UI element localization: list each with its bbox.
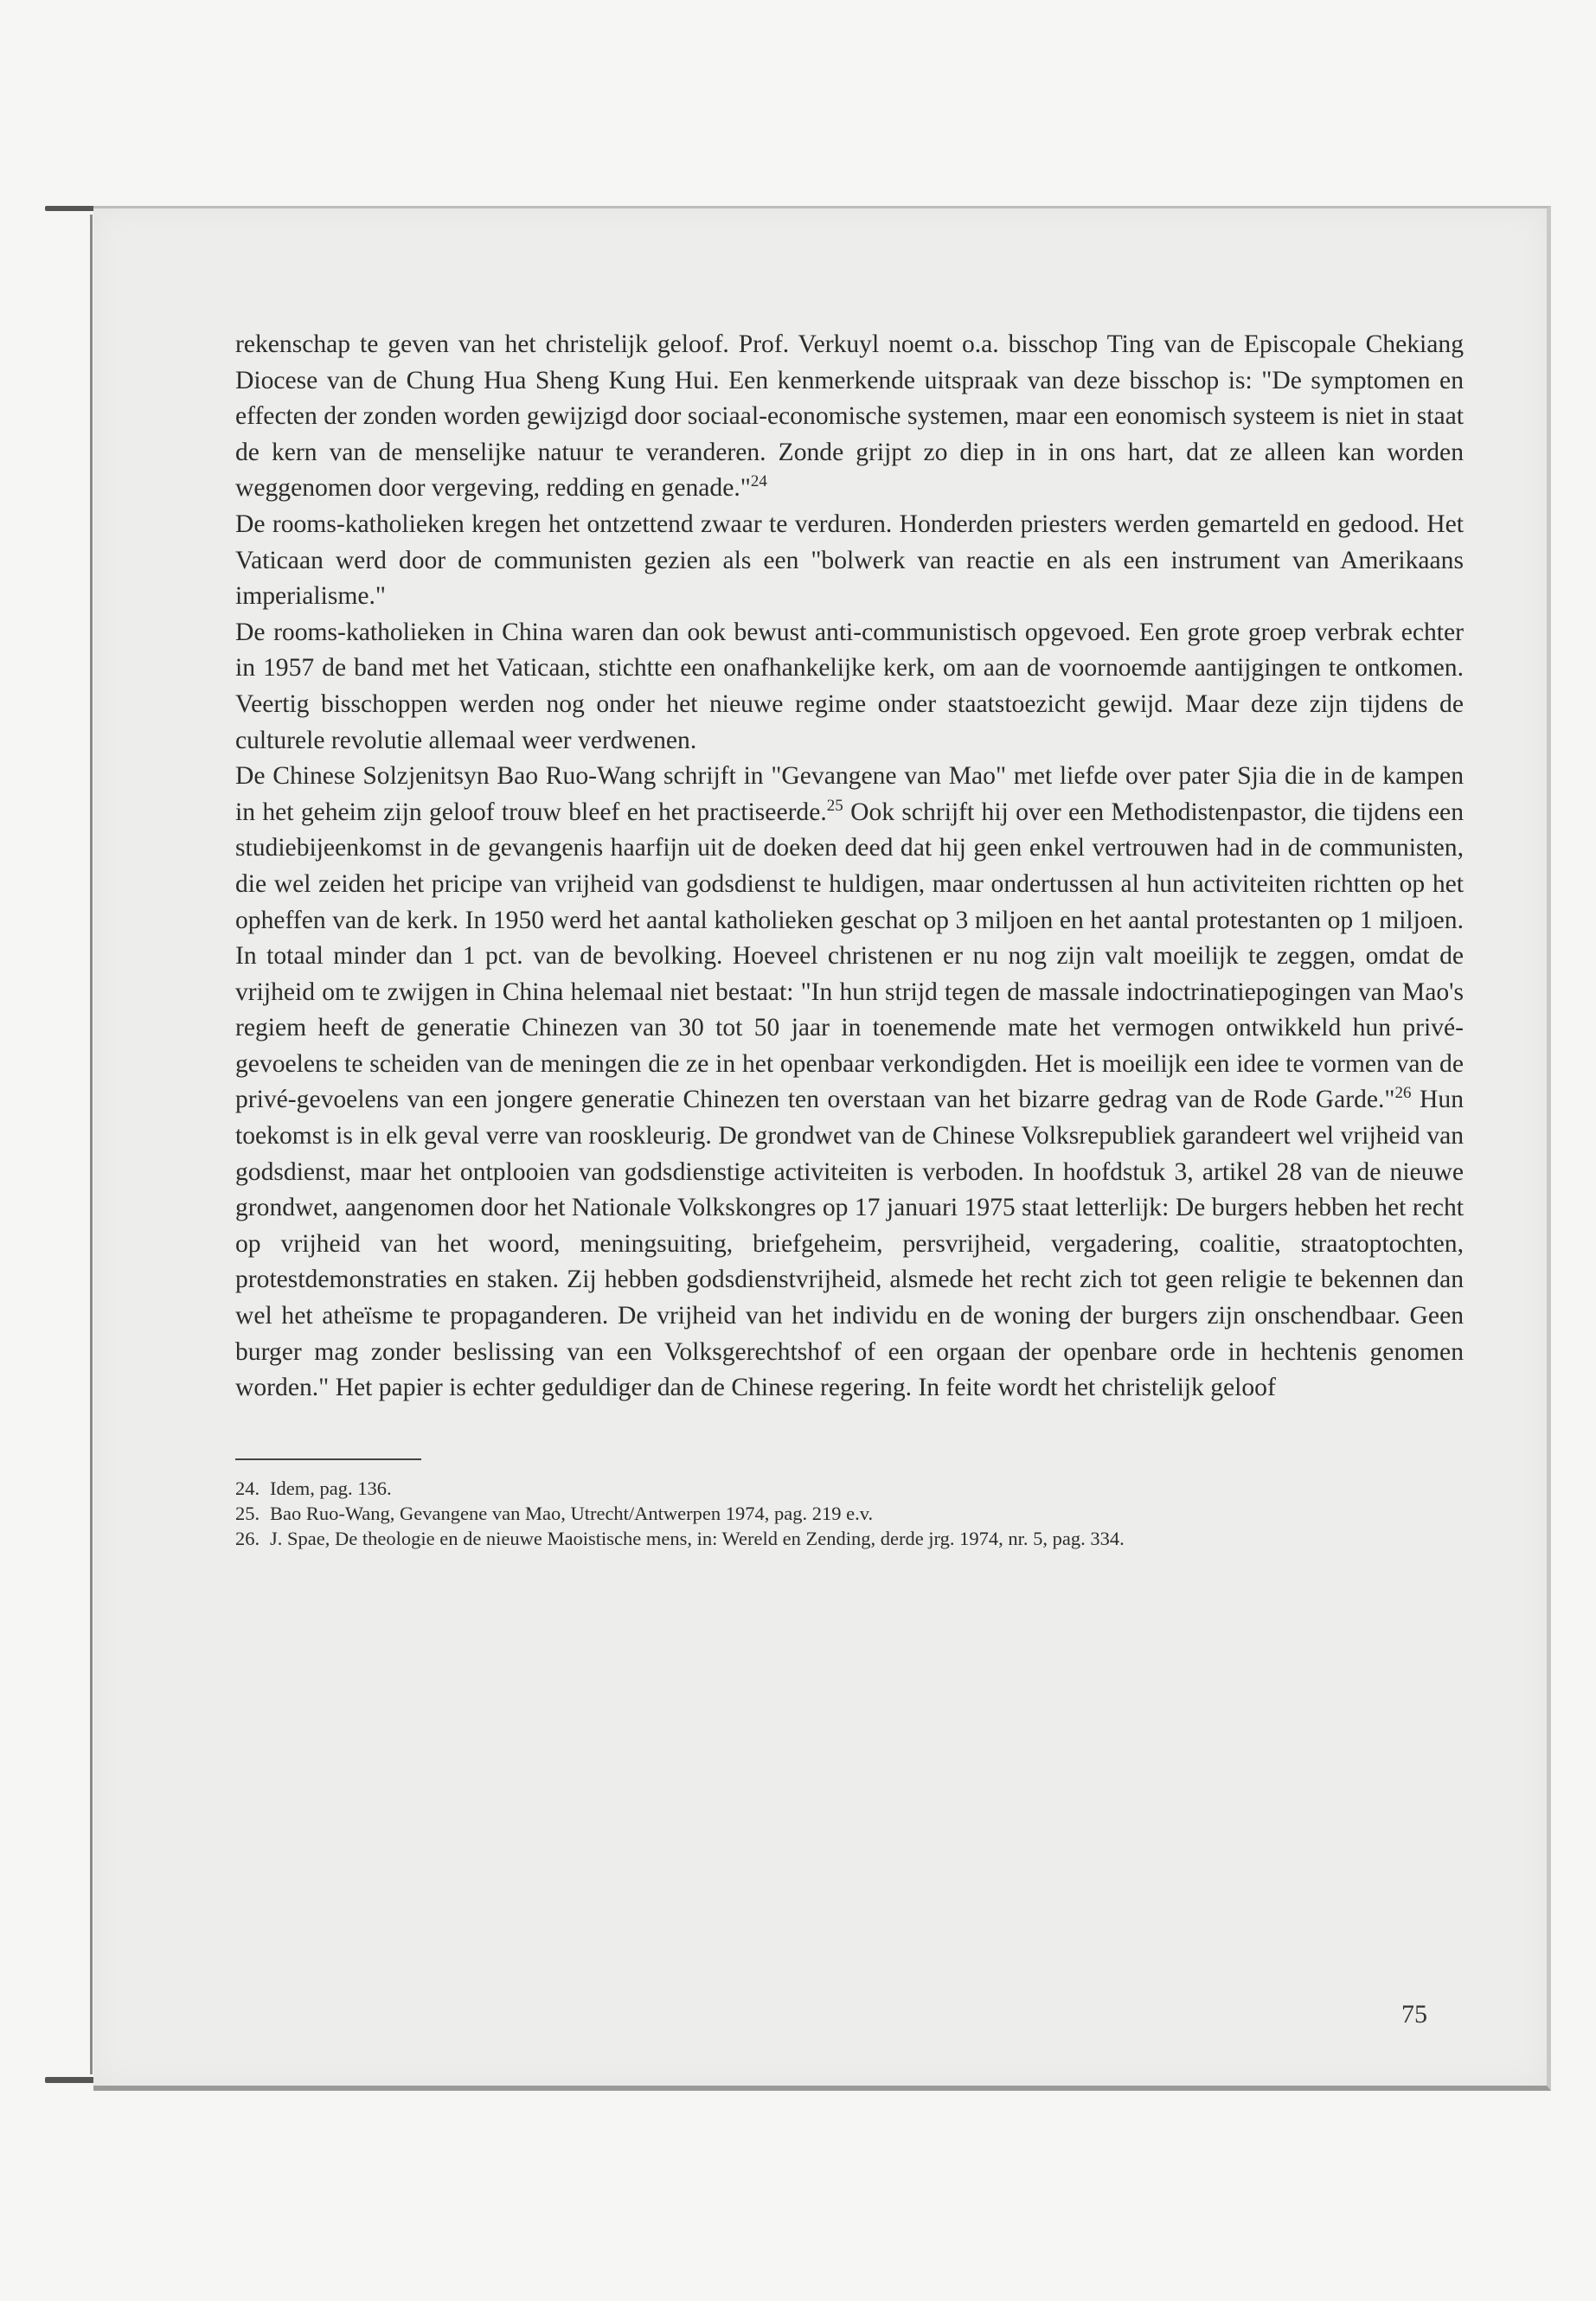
body-paragraph [235,327,1464,507]
paragraph-text: Hun toekomst is in elk geval verre van rooskleurig. De grondwet van de Chinese Volksrepubliek garandeert wel vrijheid van godsdienst, maar het ontplooien van godsdienstige activiteiten is verboden. In hoofdstuk 3, artikel 28 van de nieuwe grondwet, aangenomen door het Nationale Volkskongres op 17 januari 1975 staat letterlijk: De burgers hebben het recht op vrijheid van het woord, meningsuiting, briefgeheim, persvrijheid, vergadering, coalitie, straatoptochten, protestdemonstraties en staken. Zij hebben godsdienstvrijheid, alsmede het recht zich tot geen religie te bekennen dan wel het atheïsme te propaganderen. De vrijheid van het individu en de woning der burgers zijn onschendbaar. Geen burger mag zonder beslissing van een Volksgerechtshof of een orgaan der openbare orde in hechtenis genomen worden." Het papier is echter geduldiger dan de Chinese regering. In feite wordt het christelijk geloof [235,1086,1465,1402]
body-paragraph [235,507,1464,615]
footnote-text: Bao Ruo-Wang, Gevangene van Mao, Utrecht/Antwerpen 1974, pag. 219 e.v. [270,1502,874,1524]
footnotes [235,1476,1464,1551]
body-paragraph [235,615,1464,759]
footnote-number: 26. [235,1527,260,1549]
footnote-reference: 26 [1394,1084,1412,1103]
page-number: 75 [1401,2000,1427,2029]
footnote-item [235,1526,1464,1551]
footnote-reference: 24 [750,472,767,491]
binding-top-cap [45,206,97,211]
footnote-number: 25. [235,1502,260,1524]
binding-bottom-cap [45,2077,97,2083]
paragraph-text: De rooms-katholieken kregen het ontzettend zwaar te verduren. Honderden priesters werden gemarteld en gedood. Het Vaticaan werd door de communisten gezien als een "bolwerk van reactie en als een instrument van Amerikaans imperialisme." [235,510,1464,611]
binding-edge [90,215,93,2074]
footnote-number: 24. [235,1477,260,1499]
footnote-item [235,1501,1464,1526]
footnote-item [235,1476,1464,1501]
body-text [235,327,1464,1407]
footnote-text: J. Spae, De theologie en de nieuwe Maoistische mens, in: Wereld en Zending, derde jrg. 1974, nr. 5, pag. 334. [270,1527,1125,1549]
page-content [235,327,1464,1551]
paragraph-text: Ook schrijft hij over een Methodistenpastor, die tijdens een studiebijeenkomst in de gevangenis haarfijn uit de doeken deed dat hij geen enkel vertrouwen had in de communisten, die wel zeiden het pricipe van vrijheid van godsdienst te huldigen, maar ondertussen al hun activiteiten richtten op het opheffen van de kerk. In 1950 werd het aantal katholieken geschat op 3 miljoen en het aantal protestanten op 1 miljoen. In totaal minder dan 1 pct. van de bevolking. Hoeveel christenen er nu nog zijn valt moeilijk te zeggen, omdat de vrijheid om te zwijgen in China helemaal niet bestaat: "In hun strijd tegen de massale indoctrinatiepogingen van Mao's regiem heeft de generatie Chinezen van 30 tot 50 jaar in toenemende mate het vermogen ontwikkeld hun privé-gevoelens te scheiden van de meningen die ze in het openbaar verkondigden. Het is moeilijk een idee te vormen van de privé-gevoelens van een jongere generatie Chinezen ten overstaan van het bizarre gedrag van de Rode Garde." [235,798,1464,1114]
footnote-rule [235,1458,421,1460]
footnote-reference: 25 [826,796,843,815]
footnote-text: Idem, pag. 136. [270,1477,392,1499]
body-paragraph [235,759,1464,1407]
paragraph-text: rekenschap te geven van het christelijk geloof. Prof. Verkuyl noemt o.a. bisschop Ting van de Episcopale Chekiang Diocese van de Chung Hua Sheng Kung Hui. Een kenmerkende uitspraak van deze bisschop is: "De symptomen en effecten der zonden worden gewijzigd door sociaal-economische systemen, maar een eonomisch systeem is niet in staat de kern van de menselijke natuur te veranderen. Zonde grijpt zo diep in in ons hart, dat ze alleen kan worden weggenomen door vergeving, redding en genade." [235,330,1464,503]
book-binding [0,206,97,2083]
paragraph-text: De rooms-katholieken in China waren dan ook bewust anti-communistisch opgevoed. Een grote groep verbrak echter in 1957 de band met het Vaticaan, stichtte een onafhankelijke kerk, om aan de voornoemde aantijgingen te ontkomen. Veertig bisschoppen werden nog onder het nieuwe regime onder staatstoezicht gewijd. Maar deze zijn tijdens de culturele revolutie allemaal weer verdwenen. [235,618,1464,754]
paragraph-text: De Chinese Solzjenitsyn Bao Ruo-Wang schrijft in "Gevangene van Mao" met liefde over pater Sjia die in de kampen in het geheim zijn geloof trouw bleef en het practiseerde. [235,762,1464,826]
